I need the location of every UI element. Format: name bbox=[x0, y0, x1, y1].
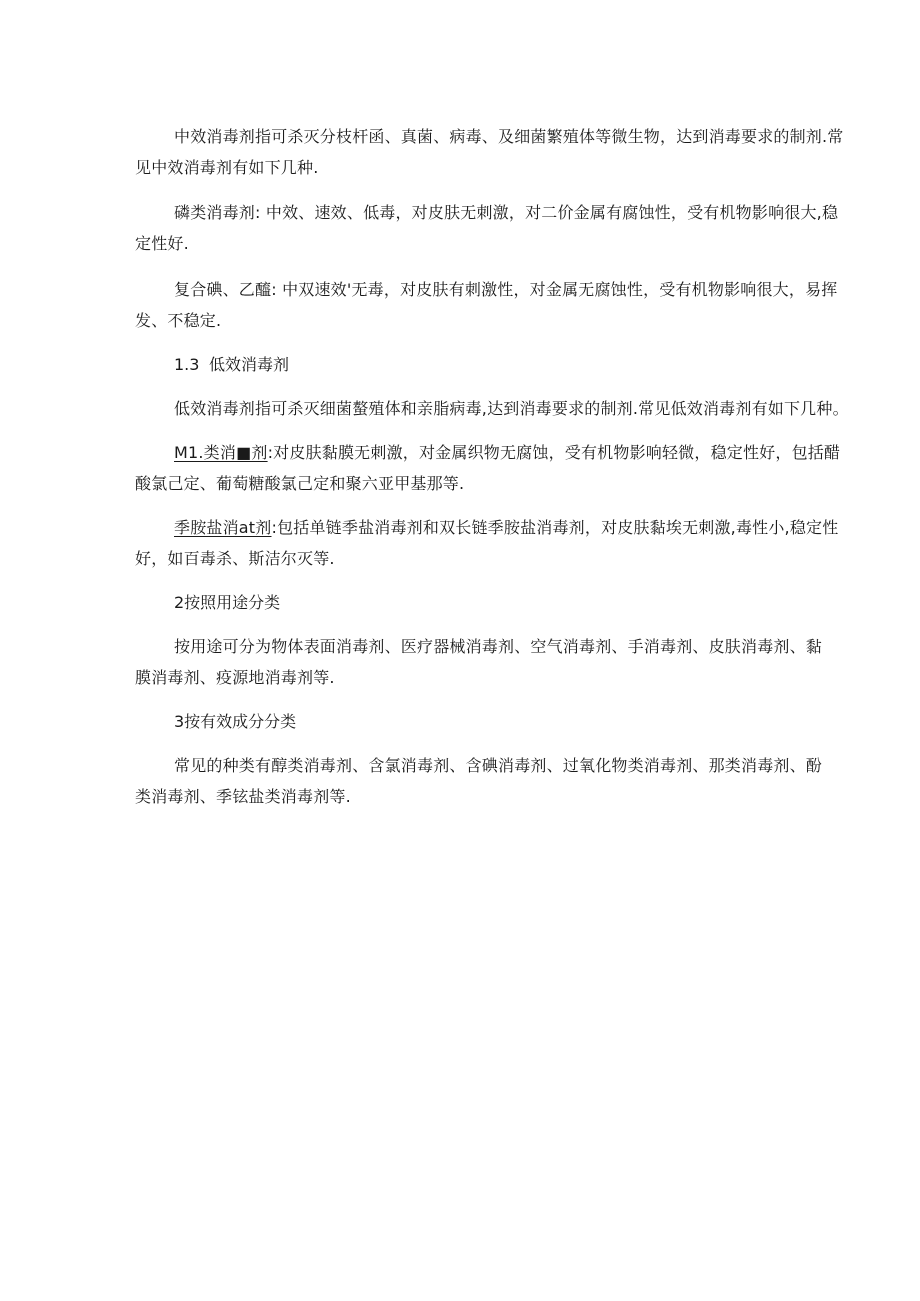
paragraph-line: :包括单链季盐消毒剂和双长链季胺盐消毒剂，对皮肤黏埃无刺激,毒性小,稳定性 bbox=[271, 518, 839, 537]
paragraph-line: 常见的种类有醇类消毒剂、含氯消毒剂、含碘消毒剂、过氧化物类消毒剂、那类消毒剂、酚 bbox=[174, 756, 823, 775]
paragraph-by-ingredient bbox=[135, 750, 876, 812]
paragraph-iodine-disinfectant bbox=[135, 274, 876, 336]
paragraph-m1-disinfectant bbox=[135, 437, 876, 499]
section-number: 1.3 bbox=[174, 355, 200, 374]
paragraph-phosphorus-disinfectant bbox=[135, 197, 876, 259]
paragraph-line: :对皮肤黏膜无刺激，对金属织物无腐蚀，受有机物影响轻微，稳定性好，包括醋 bbox=[267, 443, 841, 462]
paragraph-line: 酸氯己定、葡萄糖酸氯己定和聚六亚甲基那等. bbox=[135, 474, 465, 493]
term-label: 季胺盐消at剂 bbox=[174, 518, 272, 537]
paragraph-line: 磷类消毒剂: 中效、速效、低毒，对皮肤无刺激，对二价金属有腐蚀性，受有机物影响很大,稳 bbox=[174, 203, 839, 222]
paragraph-quat-disinfectant bbox=[135, 512, 876, 574]
section-title: 低效消毒剂 bbox=[209, 355, 290, 374]
term-label: M1.类消■剂 bbox=[174, 443, 268, 462]
paragraph-line: 发、不稳定. bbox=[135, 311, 222, 330]
paragraph-line: 定性好. bbox=[135, 234, 189, 253]
section-heading-2 bbox=[174, 587, 876, 618]
paragraph-line: 膜消毒剂、疫源地消毒剂等. bbox=[135, 668, 335, 687]
paragraph-low-intro bbox=[174, 393, 876, 424]
paragraph-line: 低效消毒剂指可杀灭细菌螯殖体和亲脂病毒,达到消毒要求的制剂.常见低效消毒剂有如下几种。 bbox=[174, 399, 849, 418]
section-title: 2按照用途分类 bbox=[174, 593, 281, 612]
paragraph-by-use bbox=[135, 631, 876, 693]
paragraph-line: 中效消毒剂指可杀灭分枝杆函、真菌、病毒、及细菌繁殖体等微生物，达到消毒要求的制剂.常 bbox=[174, 127, 844, 146]
paragraph-line: 好，如百毒杀、斯洁尔灭等. bbox=[135, 549, 335, 568]
paragraph-line: 类消毒剂、季铉盐类消毒剂等. bbox=[135, 787, 351, 806]
paragraph-line: 按用途可分为物体表面消毒剂、医疗器械消毒剂、空气消毒剂、手消毒剂、皮肤消毒剂、黏 bbox=[174, 637, 823, 656]
section-title: 3按有效成分分类 bbox=[174, 712, 297, 731]
section-heading-3 bbox=[174, 706, 876, 737]
paragraph-medium-disinfectant bbox=[135, 121, 876, 183]
paragraph-line: 见中效消毒剂有如下几种. bbox=[135, 158, 319, 177]
paragraph-line: 复合碘、乙醯: 中双速效'无毒，对皮肤有刺激性，对金属无腐蚀性，受有机物影响很大，易挥 bbox=[174, 280, 838, 299]
section-heading-1-3 bbox=[174, 349, 876, 380]
